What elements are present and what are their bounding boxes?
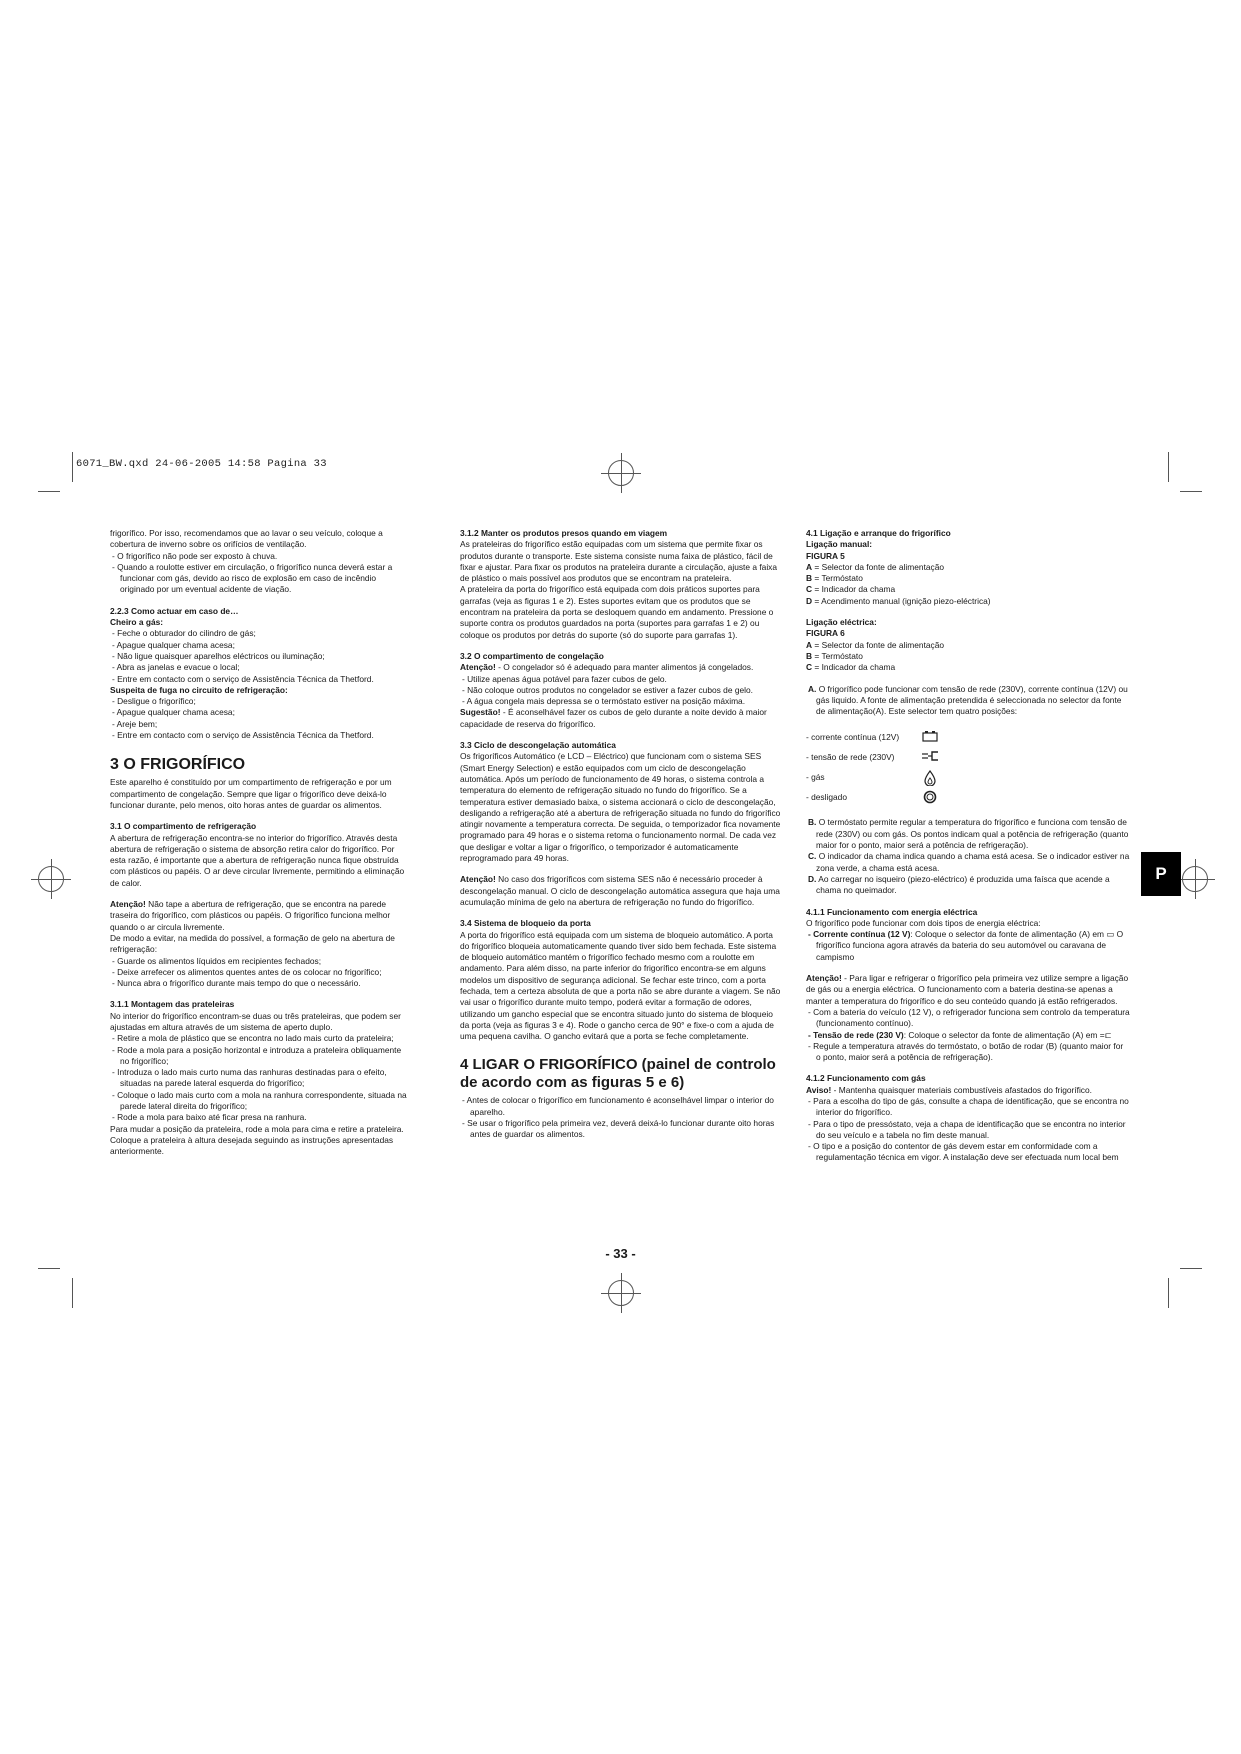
list-item (460, 696, 782, 707)
text: O frigorífico pode funcionar com dois tipos de energia eléctrica: (806, 917, 1041, 928)
list-item (806, 817, 1130, 851)
paragraph (110, 1011, 412, 1034)
text: 2.2.3 Como actuar em caso de… (110, 605, 239, 616)
text: - Areje bem; (112, 718, 158, 729)
plug-icon (922, 750, 938, 764)
text: - Entre em contacto com o serviço de Assistência Técnica da Thetford. (112, 673, 374, 684)
text: = Termóstato (812, 650, 863, 661)
flame-icon (922, 770, 938, 784)
spacer (110, 889, 412, 899)
paragraph (806, 973, 1130, 1007)
paragraph (110, 777, 412, 811)
paragraph (460, 751, 782, 864)
text: A porta do frigorífico está equipada com um sistema de bloqueio automático. A porta do frigorífico bloqueia automaticamente quando tiver sido bem fechada. Este sistema de bloqueio automático mantém o frigorífico fechado mesmo com a roulotte em andamento. Para além disso, na parte inferior do frigorífico encontra-se em alguns modelos um dispositivo de segurança adicional. Se fechar este trinco, com a porta fechada, tem a certeza absoluta de que a porta não se abre durante a viagem. Se não vai usar o frigorífico durante muito tempo, poderá evitar a formação de odores, utilizando um gancho especial que se encontra situado junto do sistema de bloqueio da porta (veja as figuras 3 e 4). Rode o gancho cerca de 90° e fixe-o com a ajuda de uma pequena cavilha. O gancho evitará que a porta se feche completamente. (460, 929, 781, 1042)
spacer (806, 807, 1130, 817)
text: - Não ligue quaisquer aparelhos eléctricos ou iluminação; (112, 650, 325, 661)
list-item (110, 562, 412, 596)
list-item (110, 967, 412, 978)
paragraph (806, 651, 1130, 662)
text: 3.1.2 Manter os produtos presos quando em viagem (460, 528, 668, 538)
spacer (110, 596, 412, 606)
list-item (460, 1118, 782, 1141)
crop-mark (72, 1278, 73, 1308)
text: = Termóstato (812, 573, 863, 584)
text: - Mantenha quaisquer materiais combustíveis afastados do frigorífico. (831, 1084, 1092, 1095)
column-middle (460, 528, 782, 1141)
list-item (460, 685, 782, 696)
list-item (110, 1067, 412, 1090)
text: 4.1 Ligação e arranque do frigorífico (806, 528, 951, 538)
text: FIGURA 6 (806, 628, 845, 639)
crop-mark (38, 1268, 60, 1269)
spacer (110, 741, 412, 751)
text: - Coloque o lado mais curto com a mola na ranhura correspondente, situada na parede lateral direita do frigorífico; (112, 1089, 407, 1112)
list-item (110, 1033, 412, 1044)
text: Os frigoríficos Automático (e LCD – Eléctrico) que funcionam com o sistema SES (Smart Energy Selection) e estão equipados com um ciclo de descongelação automática. Após um período de funcionamento de 49 horas, o sistema controla a temperatura do elemento de refrigeração situado no fundo do frigorífico. Se a temperatura estiver demasiado baixa, o sistema accionará o ciclo de descongelação, desligando a refrigeração até a abertura de refrigeração situada no fundo do frigorífico atingir novamente a temperatura correcta. De seguida, o temporizador fica novamente programado para 49 horas e o sistema retoma o funcionamento normal. De cada vez que desligar e voltar a ligar o frigorífico, o temporizador é automaticamente reprogramado para 49 horas. (460, 751, 781, 864)
print-slug: 6071_BW.qxd 24-06-2005 14:58 Pagina 33 (76, 458, 327, 470)
text: 3.3 Ciclo de descongelação automática (460, 740, 616, 751)
text: O frigorífico pode funcionar com tensão de rede (230V), corrente contínua (12V) ou gás liquido. A fonte de alimentação pretendida é seleccionada no selector da fonte de alimentação(A). Este selector tem quatro posições: (816, 683, 1128, 717)
paragraph (460, 584, 782, 640)
text: 4.1.2 Funcionamento com gás (806, 1073, 926, 1084)
paragraph (110, 899, 412, 933)
text: No caso dos frigoríficos com sistema SES não é necessário proceder à descongelação manual. O ciclo de descongelação automática assegura que haja uma acumulação mínima de gelo na abertura de refrigeração no fundo do frigorífico. (460, 874, 780, 907)
text: - Não coloque outros produtos no congelador se estiver a fazer cubos de gelo. (462, 684, 753, 695)
bold-lead: C. (808, 851, 817, 862)
text: 3.2 O compartimento de congelação (460, 650, 604, 661)
text: Este aparelho é constituído por um compartimento de refrigeração e por um compartimento de congelação. Sempre que ligar o frigorífico deve deixá-lo funcionar durante, pelo menos, oito horas antes de guardar os alimentos. (110, 777, 392, 810)
text: Não tape a abertura de refrigeração, que se encontra na parede traseira do frigorífico, com plásticos ou papéis. O frigorífico funciona melhor quando o ar circula livremente. (110, 899, 391, 932)
text: De modo a evitar, na medida do possível, a formação de gelo na abertura de refrigeração: (110, 932, 395, 955)
text: No interior do frigorífico encontram-se duas ou três prateleiras, que podem ser ajustadas em altura através de um sistema de aperto duplo. (110, 1010, 401, 1032)
section-heading (806, 907, 1130, 918)
spacer (110, 811, 412, 821)
spacer (460, 730, 782, 740)
battery-icon (922, 730, 938, 744)
text: - Para o tipo de pressóstato, veja a chapa de identificação que se encontra no interior do seu veículo e a tabela no fim deste manual. (808, 1118, 1126, 1140)
text: Suspeita de fuga no circuito de refrigeração: (110, 684, 288, 695)
paragraph (460, 662, 782, 673)
list-item (460, 1095, 782, 1118)
position-label: - corrente contínua (12V) (806, 731, 900, 742)
text: = Indicador da chama (812, 584, 896, 595)
paragraph (460, 707, 782, 730)
text: - Deixe arrefecer os alimentos quentes antes de os colocar no frigorífico; (112, 966, 382, 977)
bold-lead: Atenção! (460, 662, 496, 673)
section-heading (110, 606, 412, 617)
list-item (110, 696, 412, 707)
spacer (806, 717, 1130, 727)
section-heading (806, 628, 1130, 639)
crop-mark (1168, 452, 1169, 482)
paragraph (110, 833, 412, 889)
bold-lead: Aviso! (806, 1084, 832, 1095)
list-item (110, 719, 412, 730)
position-label: - tensão de rede (230V) (806, 751, 895, 762)
text: - Antes de colocar o frigorífico em funcionamento é aconselhável limpar o interior do aparelho. (462, 1095, 774, 1117)
text: O termóstato permite regular a temperatura do frigorífico e funciona com tensão de rede (230V) ou com gás. Os pontos indicam qual a potência de refrigeração (quanto maior for o ponto, maior será a potência de refrigeração). (816, 817, 1129, 851)
list-item (460, 674, 782, 685)
spacer (806, 963, 1130, 973)
section-heading (460, 740, 782, 751)
paragraph (806, 1085, 1130, 1096)
bold-lead: Atenção! (110, 899, 146, 910)
spacer (806, 674, 1130, 684)
bold-lead: D. (808, 873, 817, 884)
section-heading (806, 551, 1130, 562)
list-item (110, 978, 412, 989)
spacer (110, 989, 412, 999)
off-ring-icon (922, 790, 938, 804)
list-item (806, 1096, 1130, 1119)
text: - Para a escolha do tipo de gás, consulte a chapa de identificação, que se encontra no interior do frigorífico. (808, 1095, 1129, 1118)
text: As prateleiras do frigorífico estão equipadas com um sistema que permite fixar os produtos durante o transporte. Este sistema consiste numa faixa de plástico, fácil de fixar e ajustar. Para fixar os produtos na prateleira durante a circulação, ajuste a faixa de plástico o mais possível aos produtos que se encontram na prateleira. (460, 539, 778, 584)
chapter-heading (110, 755, 412, 774)
paragraph (460, 874, 782, 908)
list-item (110, 956, 412, 967)
text: : Coloque o selector da fonte de alimentação (A) em =⊏ (903, 1029, 1112, 1040)
crop-mark (1180, 1268, 1202, 1269)
list-item (110, 707, 412, 718)
section-heading (110, 617, 412, 628)
crop-mark (72, 452, 73, 482)
bold-lead: B (806, 650, 813, 661)
text: - Rode a mola para a posição horizontal e introduza a prateleira obliquamente no frigorífico; (112, 1044, 402, 1066)
section-heading (460, 651, 782, 662)
paragraph (806, 640, 1130, 651)
column-right (806, 528, 1130, 1164)
section-heading (806, 1073, 1130, 1084)
spacer (806, 607, 1130, 617)
section-heading (806, 539, 1130, 550)
text: - Apague qualquer chama acesa; (112, 639, 235, 650)
list-item (806, 874, 1130, 897)
list-item (110, 674, 412, 685)
list-item (110, 651, 412, 662)
text: 3.4 Sistema de bloqueio da porta (460, 918, 591, 929)
list-item (110, 628, 412, 639)
position-label: - gás (806, 771, 825, 782)
bold-lead: Atenção! (806, 973, 842, 984)
text: A prateleira da porta do frigorífico está equipada com dois práticos suportes para garrafas (veja as figuras 1 e 2). Estes suportes evitam que os produtos que se encontram na prateleira da porta se desloquem quando em andamento. Pressione o suporte contra os produtos guardados na porta (suportes para garrafas 1 e 2) ou coloque os produtos por detrás do suporte (só do suporte para garrafas 1). (460, 584, 774, 640)
text: - Feche o obturador do cilindro de gás; (112, 628, 256, 639)
text: - Rode a mola para baixo até ficar presa na ranhura. (112, 1112, 307, 1123)
crop-mark (38, 491, 60, 492)
spacer (460, 1042, 782, 1052)
text: A abertura de refrigeração encontra-se no interior do frigorífico. Através desta abertura de refrigeração o sistema de absorção retira calor do frigorífico. Por esta razão, é importante que a abertura de refrigeração nunca fique obstruída com plásticos ou papéis. O ar deve circular livremente, permitindo a eliminação de calor. (110, 832, 405, 888)
spacer (460, 864, 782, 874)
registration-mark (38, 866, 64, 892)
list-item (806, 1141, 1130, 1164)
text: - Nunca abra o frigorífico durante mais tempo do que o necessário. (112, 978, 361, 989)
text: O indicador da chama indica quando a chama está acesa. Se o indicador estiver na zona verde, a chama está acesa. (816, 851, 1130, 873)
paragraph (806, 562, 1130, 573)
column-left (110, 528, 412, 1158)
text: 3.1.1 Montagem das prateleiras (110, 999, 235, 1010)
bold-lead: C (806, 662, 813, 673)
list-item (110, 730, 412, 741)
crop-mark (1168, 1278, 1169, 1308)
text: - Regule a temperatura através do termóstato, o botão de rodar (B) (quanto maior for o ponto, maior será a potência de refrigeração). (808, 1040, 1124, 1063)
text: : Coloque o selector da fonte de alimentação (A) em ▭ O frigorífico funciona agora através da bateria do seu automóvel ou caravana de campismo (816, 929, 1124, 962)
text: frigorífico. Por isso, recomendamos que ao lavar o seu veículo, coloque a cobertura de inverno sobre os orifícios de ventilação. (110, 528, 383, 550)
list-item (110, 551, 412, 562)
text: - Para ligar e refrigerar o frigorífico pela primeira vez utilize sempre a ligação de gás ou a energia eléctrica. O funcionamento com a bateria destina-se apenas a manter a temperatura do frigorífico e do seu conteúdo quando já estão refrigerados. (806, 973, 1129, 1006)
text: Ligação manual: (806, 539, 873, 550)
section-heading (110, 821, 412, 832)
text: - Utilize apenas água potável para fazer cubos de gelo. (462, 673, 667, 684)
text: 3 O FRIGORÍFICO (110, 756, 246, 774)
paragraph (110, 528, 412, 551)
list-item (806, 684, 1130, 718)
text: - Desligue o frigorífico; (112, 696, 196, 707)
bold-lead: - Tensão de rede (230 V) (808, 1029, 904, 1040)
paragraph (460, 539, 782, 584)
list-item (806, 851, 1130, 874)
text: - O frigorífico não pode ser exposto à chuva. (112, 550, 278, 561)
list-item (110, 1045, 412, 1068)
bold-lead: C (806, 584, 813, 595)
list-item (110, 640, 412, 651)
text: FIGURA 5 (806, 550, 845, 561)
text: - Apague qualquer chama acesa; (112, 707, 235, 718)
text: - Quando a roulotte estiver em circulação, o frigorífico nunca deverá estar a funcionar com gás, devido ao risco de explosão em caso de incêndio originado por um eventual acidente de viação. (112, 561, 393, 595)
selector-position (806, 747, 1130, 767)
text: 4 LIGAR O FRIGORÍFICO (painel de controlo de acordo com as figuras 5 e 6) (460, 1056, 776, 1092)
registration-mark (608, 1280, 634, 1306)
text: = Indicador da chama (812, 662, 896, 673)
section-heading (460, 918, 782, 929)
bold-lead: B (806, 573, 813, 584)
position-label: - desligado (806, 791, 847, 802)
crop-mark (1180, 491, 1202, 492)
paragraph (806, 596, 1130, 607)
bold-lead: D (806, 595, 813, 606)
chapter-heading (460, 1056, 782, 1092)
text: - Entre em contacto com o serviço de Assistência Técnica da Thetford. (112, 730, 374, 741)
paragraph (806, 662, 1130, 673)
section-heading (460, 528, 782, 539)
paragraph (806, 573, 1130, 584)
paragraph (806, 918, 1130, 929)
selector-position (806, 727, 1130, 747)
paragraph (460, 930, 782, 1043)
text: Para mudar a posição da prateleira, rode a mola para cima e retire a prateleira. Coloque a prateleira à altura desejada seguindo as instruções apresentadas anteriormente. (110, 1123, 404, 1157)
bold-lead: - Corrente contínua (12 V) (808, 929, 911, 940)
language-tab: P (1141, 852, 1181, 896)
bold-lead: A. (808, 683, 817, 694)
list-item (806, 1041, 1130, 1064)
bold-lead: A (806, 639, 813, 650)
text: - Com a bateria do veículo (12 V), o refrigerador funciona sem controlo da temperatura (funcionamento contínuo). (808, 1006, 1130, 1029)
list-item (110, 1090, 412, 1113)
text: - Se usar o frigorífico pela primeira vez, deverá deixá-lo funcionar durante oito horas antes de guardar os alimentos. (462, 1118, 775, 1140)
paragraph (806, 584, 1130, 595)
list-item (110, 662, 412, 673)
text: - É aconselhável fazer os cubos de gelo durante a noite devido à maior capacidade de reserva do frigorífico. (460, 707, 767, 729)
paragraph (110, 1124, 412, 1158)
selector-position (806, 787, 1130, 807)
text: Ligação eléctrica: (806, 617, 877, 628)
section-heading (110, 685, 412, 696)
section-heading (806, 617, 1130, 628)
list-item (806, 1030, 1130, 1041)
spacer (806, 897, 1130, 907)
text: - A água congela mais depressa se o termóstato estiver na posição máxima. (462, 696, 746, 707)
list-item (806, 1007, 1130, 1030)
text: - Guarde os alimentos líquidos em recipientes fechados; (112, 955, 322, 966)
spacer (460, 908, 782, 918)
list-item (806, 929, 1130, 963)
section-heading (110, 999, 412, 1010)
page-number: - 33 - (605, 1246, 636, 1261)
text: - Retire a mola de plástico que se encontra no lado mais curto da prateleira; (112, 1033, 394, 1044)
spacer (460, 641, 782, 651)
text: 3.1 O compartimento de refrigeração (110, 821, 257, 832)
text: 4.1.1 Funcionamento com energia eléctrica (806, 906, 978, 917)
bold-lead: A (806, 561, 813, 572)
text: - O congelador só é adequado para manter alimentos já congelados. (495, 662, 754, 673)
text: - Abra as janelas e evacue o local; (112, 662, 240, 673)
text: Cheiro a gás: (110, 617, 164, 628)
registration-mark (608, 460, 634, 486)
paragraph (110, 933, 412, 956)
selector-position (806, 767, 1130, 787)
spacer (806, 1063, 1130, 1073)
bold-lead: Atenção! (460, 874, 496, 885)
text: - O tipo e a posição do contentor de gás devem estar em conformidade com a regulamentação técnica em vigor. A instalação deve ser efectuada num local bem (808, 1141, 1119, 1163)
bold-lead: B. (808, 817, 817, 828)
list-item (806, 1119, 1130, 1142)
bold-lead: Sugestão! (460, 707, 501, 718)
text: Ao carregar no isqueiro (piezo-eléctrico) é produzida uma faísca que acende a chama no queimador. (816, 873, 1110, 896)
text: = Selector da fonte de alimentação (812, 639, 945, 650)
registration-mark (1182, 866, 1208, 892)
text: = Acendimento manual (ignição piezo-eléctrica) (812, 595, 991, 606)
text: - Introduza o lado mais curto numa das ranhuras destinadas para o efeito, situadas na parede lateral esquerda do frigorífico; (112, 1067, 387, 1089)
list-item (110, 1112, 412, 1123)
text: = Selector da fonte de alimentação (812, 561, 945, 572)
section-heading (806, 528, 1130, 539)
